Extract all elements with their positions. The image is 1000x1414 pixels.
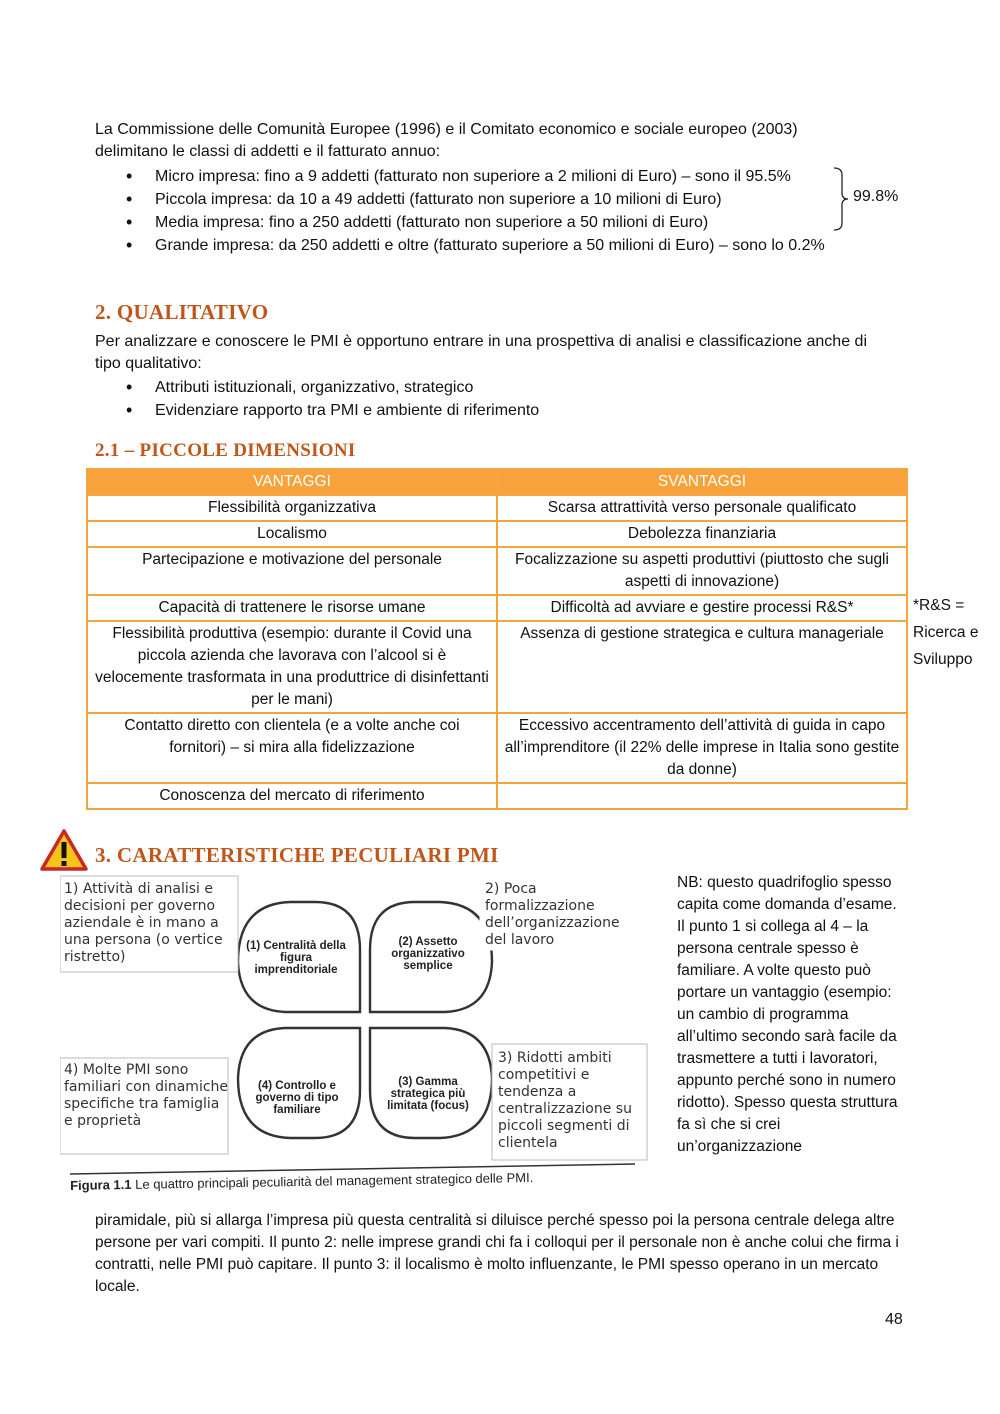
figure-label: 1) Attività di analisi e decisioni per governo aziendale è in mano a una persona (o vertice ristretto)	[64, 881, 223, 965]
figure-caption-text: Le quattro principali peculiarità del management strategico delle PMI.	[135, 1169, 534, 1192]
list-item: • Media impresa: fino a 250 addetti (fatturato non superiore a 50 milioni di Euro)	[95, 211, 895, 234]
list-item: • Attributi istituzionali, organizzativo, strategico	[95, 376, 895, 399]
table-row	[87, 621, 907, 713]
advantages-table	[86, 468, 908, 810]
qualitative-list	[95, 376, 895, 422]
table-row	[87, 713, 907, 783]
section-title: 2. QUALITATIVO	[95, 300, 269, 324]
side-note-text: NB: questo quadrifoglio spesso capita come domanda d’esame. Il punto 1 si collega al 4 – la persona centrale spesso è familiare. A volte questo può portare un vantaggio (esempio: un cambio di programma all’ultimo secondo sarà facile da trasmettere a tutti i lavoratori, appunto perché sono in numero ridotto). Spesso questa struttura fa sì che si crei un’organizzazione	[677, 874, 898, 1155]
warning-icon	[40, 828, 88, 872]
section-paragraph: Per analizzare e conoscere le PMI è opportuno entrare in una prospettiva di analisi e classificazione anche di tipo qualitativo:	[95, 333, 867, 372]
four-leaf-figure	[60, 872, 670, 1202]
table-cell: Focalizzazione su aspetti produttivi (piuttosto che sugli aspetti di innovazione)	[497, 547, 907, 595]
brace-icon	[828, 165, 852, 235]
list-item: • Evidenziare rapporto tra PMI e ambiente di riferimento	[95, 399, 895, 422]
bottom-paragraph: piramidale, più si allarga l’impresa più questa centralità si diluisce perché spesso poi la persona centrale delega altre persone per vari compiti. Il punto 2: nelle imprese grandi chi fa i colloqui per il personale non è anche colui che firma i contratti, nelle PMI può capitare. Il punto 3: il localismo è molto influenzante, le PMI spesso operano in un mercato locale.	[95, 1212, 899, 1295]
table-row	[87, 595, 907, 621]
column-header-advantages: VANTAGGI	[87, 469, 497, 495]
column-header-disadvantages: SVANTAGGI	[497, 469, 907, 495]
figure-center-label: (4) Controllo e governo di tipo familiare	[255, 1080, 339, 1116]
section-title: 3. CARATTERISTICHE PECULIARI PMI	[95, 843, 499, 867]
list-item: • Grande impresa: da 250 addetti e oltre (fatturato superiore a 50 milioni di Euro) – sono lo 0.2%	[95, 234, 895, 257]
table-cell: Capacità di trattenere le risorse umane	[87, 595, 497, 621]
figure-center-label: (1) Centralità della figura imprenditoriale	[246, 940, 346, 976]
figure-caption-number: Figura 1.1	[70, 1176, 132, 1193]
page-number: 48	[885, 1311, 903, 1328]
table-row	[87, 521, 907, 547]
figure-center-label: (3) Gamma strategica più limitata (focus)	[387, 1076, 469, 1112]
figure-label: 4) Molte PMI sono familiari con dinamiche specifiche tra famiglia e proprietà	[64, 1062, 229, 1129]
enterprise-classes-list	[95, 165, 895, 257]
brace-note: 99.8%	[853, 188, 899, 205]
figure-center-label: (2) Assetto organizzativo semplice	[391, 936, 465, 972]
list-item: • Micro impresa: fino a 9 addetti (fatturato non superiore a 2 milioni di Euro) – sono il 95.5%	[95, 165, 895, 188]
table-cell: Flessibilità produttiva (esempio: durante il Covid una piccola azienda che lavorava con l’alcool si è velocemente trasformata in una produttrice di disinfettanti per le mani)	[87, 621, 497, 713]
table-row	[87, 783, 907, 809]
table-row	[87, 547, 907, 595]
table-cell: Eccessivo accentramento dell’attività di guida in capo all’imprenditore (il 22% delle imprese in Italia sono gestite da donne)	[497, 713, 907, 783]
table-cell: Debolezza finanziaria	[497, 521, 907, 547]
table-row	[87, 495, 907, 521]
list-item: • Piccola impresa: da 10 a 49 addetti (fatturato non superiore a 10 milioni di Euro)	[95, 188, 895, 211]
subsection-title: 2.1 – PICCOLE DIMENSIONI	[95, 440, 356, 461]
table-header-row	[87, 469, 907, 495]
table-cell: Partecipazione e motivazione del personale	[87, 547, 497, 595]
table-cell: Assenza di gestione strategica e cultura manageriale	[497, 621, 907, 713]
table-cell: Contatto diretto con clientela (e a volte anche coi fornitori) – si mira alla fidelizzazione	[87, 713, 497, 783]
side-note: *R&S = Ricerca e Sviluppo	[913, 597, 979, 668]
table-cell	[497, 783, 907, 809]
figure-label: 3) Ridotti ambiti competitivi e tendenza a centralizzazione su piccoli segmenti di clientela	[498, 1050, 632, 1151]
figure-label: 2) Poca formalizzazione dell’organizzazione del lavoro	[485, 881, 620, 948]
table-cell: Flessibilità organizzativa	[87, 495, 497, 521]
table-cell: Localismo	[87, 521, 497, 547]
intro-paragraph: La Commissione delle Comunità Europee (1996) e il Comitato economico e sociale europeo (2003) delimitano le classi di addetti e il fatturato annuo:	[95, 121, 798, 160]
table-cell: Conoscenza del mercato di riferimento	[87, 783, 497, 809]
table-cell: Difficoltà ad avviare e gestire processi R&S*	[497, 595, 907, 621]
table-cell: Scarsa attrattività verso personale qualificato	[497, 495, 907, 521]
